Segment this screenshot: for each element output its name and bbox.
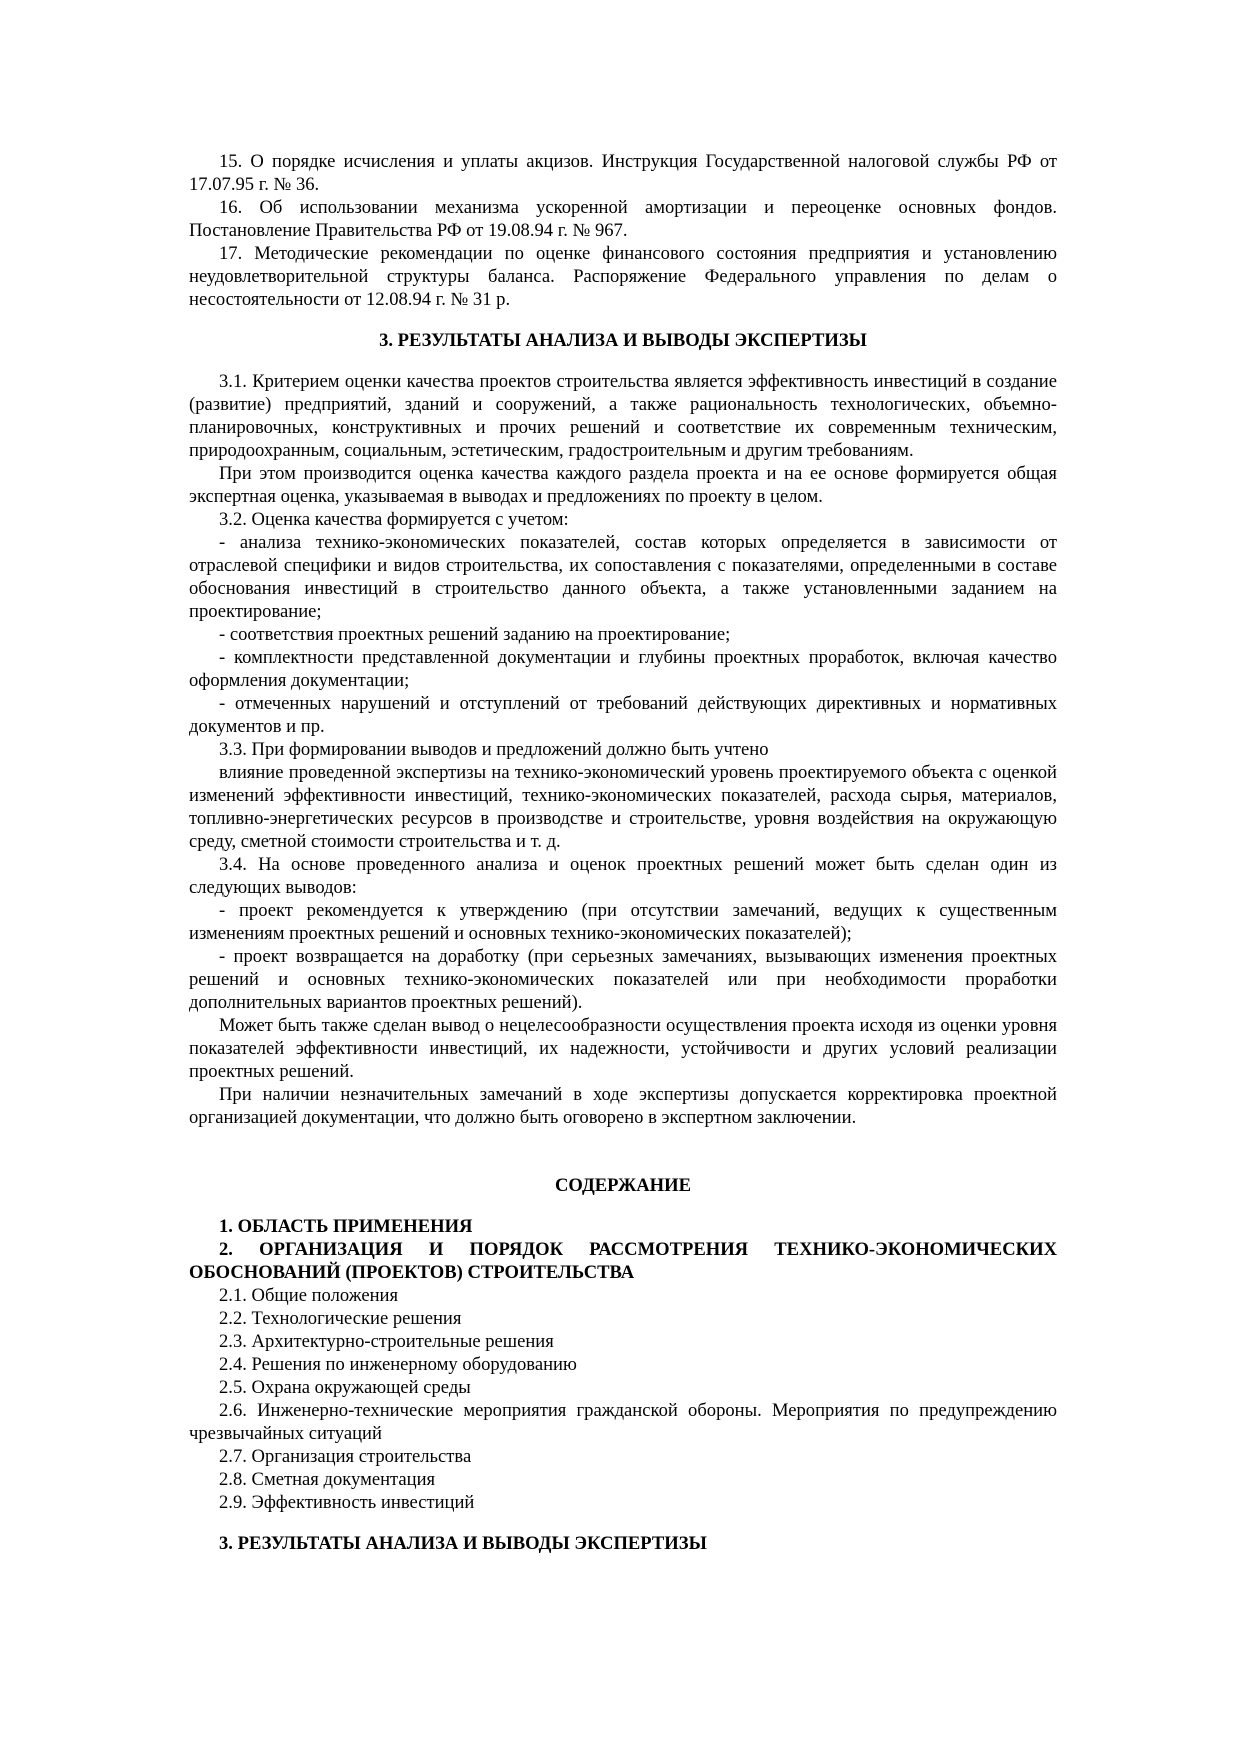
toc-item-1: 1. ОБЛАСТЬ ПРИМЕНЕНИЯ — [219, 1216, 473, 1237]
toc-item-3: 3. РЕЗУЛЬТАТЫ АНАЛИЗА И ВЫВОДЫ ЭКСПЕРТИЗЫ — [219, 1533, 707, 1554]
paragraph: - проект рекомендуется к утверждению (при отсутствии замечаний, ведущих к существенным изменениям проектных решений и основных технико-экономических показателей); — [189, 900, 1057, 944]
toc-subitem: 2.1. Общие положения — [219, 1285, 399, 1306]
toc-subitem: 2.2. Технологические решения — [219, 1308, 462, 1329]
toc-subitem: 2.8. Сметная документация — [219, 1469, 436, 1490]
paragraph: 3.1. Критерием оценки качества проектов строительства является эффективность инвестиций в создание (развитие) предприятий, зданий и сооружений, а также рациональность технологических, объемно-планировочных, конструктивных и прочих решений и соответствие их современным техническим, природоохранным, социальным, эстетическим, градостроительным и другим требованиям. — [189, 371, 1057, 461]
reference-item-16: 16. Об использовании механизма ускоренной амортизации и переоценке основных фондов. Постановление Правительства РФ от 19.08.94 г. № 967. — [189, 197, 1057, 241]
section-3-heading: 3. РЕЗУЛЬТАТЫ АНАЛИЗА И ВЫВОДЫ ЭКСПЕРТИЗЫ — [379, 330, 867, 351]
paragraph: 3.3. При формировании выводов и предложений должно быть учтено — [219, 739, 769, 760]
table-of-contents — [189, 1215, 1057, 1555]
paragraph: Может быть также сделан вывод о нецелесообразности осуществления проекта исходя из оценки уровня показателей эффективности инвестиций, их надежности, устойчивости и других условий реализации проектных решений. — [189, 1015, 1057, 1082]
paragraph: 3.4. На основе проведенного анализа и оценок проектных решений может быть сделан один из следующих выводов: — [189, 854, 1057, 898]
toc-item-2: 2. ОРГАНИЗАЦИЯ И ПОРЯДОК РАССМОТРЕНИЯ ТЕХНИКО-ЭКОНОМИЧЕСКИХ ОБОСНОВАНИЙ (ПРОЕКТОВ) СТРОИТЕЛЬСТВА — [189, 1239, 1057, 1283]
toc-subitem: 2.5. Охрана окружающей среды — [219, 1377, 471, 1398]
paragraph: - анализа технико-экономических показателей, состав которых определяется в зависимости от отраслевой специфики и видов строительства, их сопоставления с показателями, определенными в составе обоснования инвестиций в строительство данного объекта, а также установленными заданием на проектирование; — [189, 532, 1057, 622]
document-page — [189, 150, 1057, 1555]
paragraph: - комплектности представленной документации и глубины проектных проработок, включая качество оформления документации; — [189, 647, 1057, 691]
toc-subitem: 2.9. Эффективность инвестиций — [219, 1492, 475, 1513]
paragraph: - отмеченных нарушений и отступлений от требований действующих директивных и нормативных документов и пр. — [189, 693, 1057, 737]
toc-subitem: 2.3. Архитектурно-строительные решения — [219, 1331, 554, 1352]
paragraph: - проект возвращается на доработку (при серьезных замечаниях, вызывающих изменения проектных решений и основных технико-экономических показателей или при необходимости проработки дополнительных вариантов проектных решений). — [189, 946, 1057, 1013]
paragraph: При наличии незначительных замечаний в ходе экспертизы допускается корректировка проектной организацией документации, что должно быть оговорено в экспертном заключении. — [189, 1084, 1057, 1128]
toc-subitem: 2.6. Инженерно-технические мероприятия гражданской обороны. Мероприятия по предупреждению чрезвычайных ситуаций — [189, 1400, 1057, 1444]
toc-subitem: 2.4. Решения по инженерному оборудованию — [219, 1354, 577, 1375]
contents-heading: СОДЕРЖАНИЕ — [554, 1175, 691, 1196]
section-3-body — [189, 370, 1057, 1129]
reference-item-17: 17. Методические рекомендации по оценке финансового состояния предприятия и установлению неудовлетворительной структуры баланса. Распоряжение Федерального управления по делам о несостоятельности от 12.08.94 г. № 31 р. — [189, 243, 1057, 310]
toc-subitem: 2.7. Организация строительства — [219, 1446, 472, 1467]
paragraph: влияние проведенной экспертизы на технико-экономический уровень проектируемого объекта с оценкой изменений эффективности инвестиций, технико-экономических показателей, расхода сырья, материалов, топливно-энергетических ресурсов в производстве и строительстве, уровня воздействия на окружающую среду, сметной стоимости строительства и т. д. — [189, 762, 1057, 852]
paragraph: При этом производится оценка качества каждого раздела проекта и на ее основе формируется общая экспертная оценка, указываемая в выводах и предложениях по проекту в целом. — [189, 463, 1057, 507]
paragraph: - соответствия проектных решений заданию на проектирование; — [219, 624, 731, 645]
paragraph: 3.2. Оценка качества формируется с учетом: — [219, 509, 569, 530]
references-list — [189, 150, 1057, 311]
reference-item-15: 15. О порядке исчисления и уплаты акцизов. Инструкция Государственной налоговой службы РФ от 17.07.95 г. № 36. — [189, 151, 1057, 195]
